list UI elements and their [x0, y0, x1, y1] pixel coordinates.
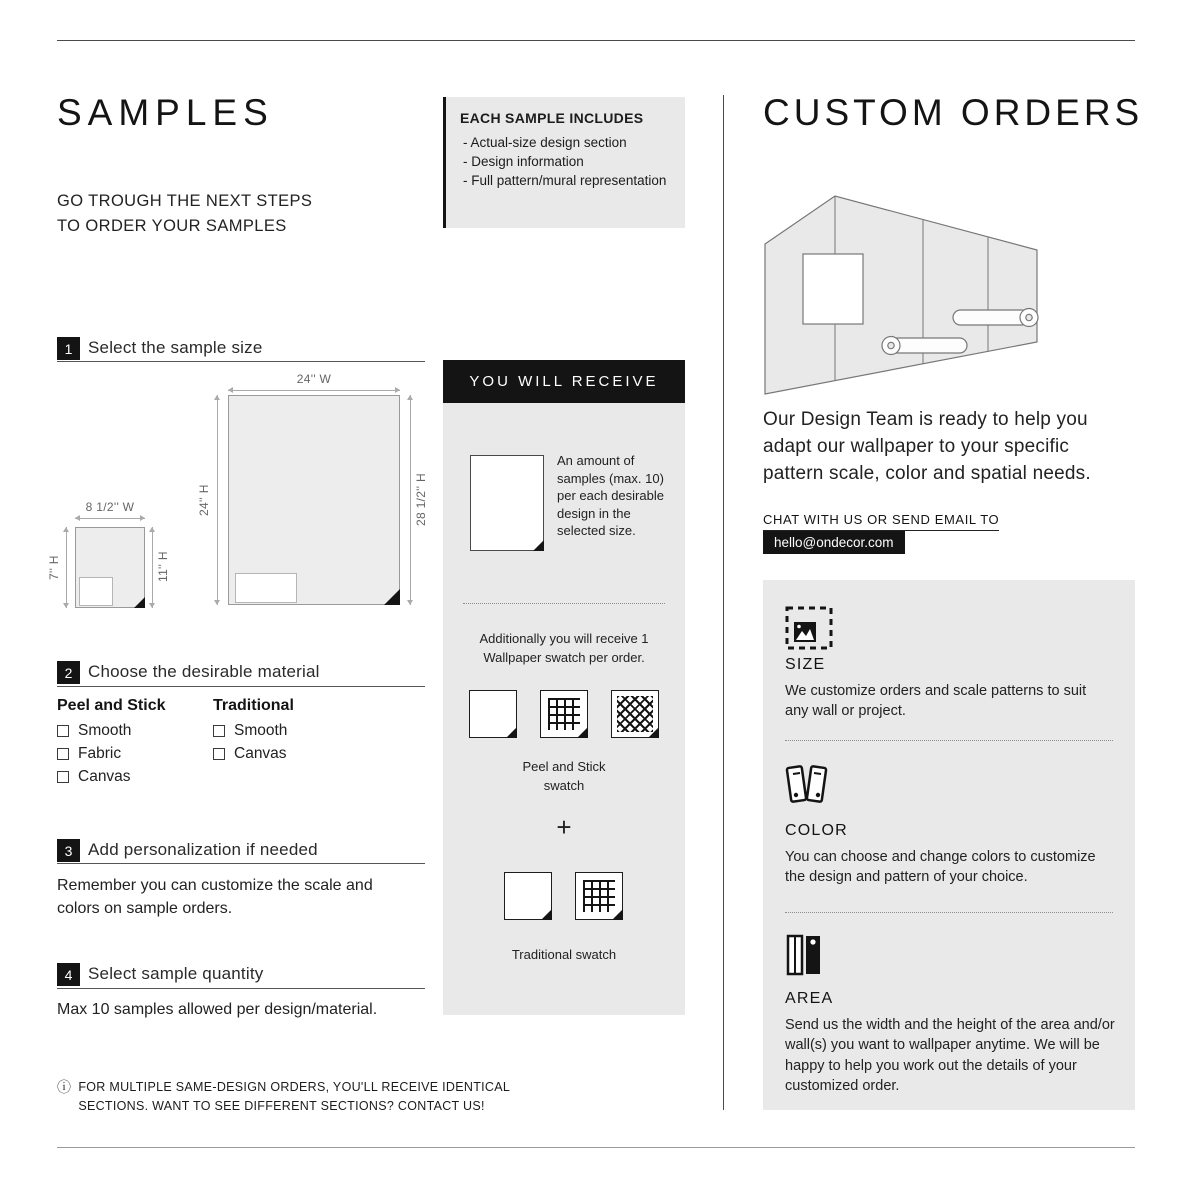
- large-sample-rect: [228, 395, 400, 605]
- traditional-swatch-label: Traditional swatch: [511, 947, 617, 962]
- small-sample-width-label: 8 1/2'' W: [85, 500, 135, 514]
- step-4-note: Max 10 samples allowed per design/material.: [57, 1001, 378, 1018]
- sample-sheet-icon: [470, 455, 544, 551]
- small-sample-width-dim-line: [75, 518, 145, 519]
- contact-label: CHAT WITH US OR SEND EMAIL TO: [763, 512, 999, 531]
- material-option-label: Fabric: [78, 745, 122, 762]
- material-option-fabric-ps[interactable]: [57, 745, 121, 763]
- intro-line-2: TO ORDER YOUR SAMPLES: [57, 216, 287, 235]
- checkbox[interactable]: [213, 725, 225, 737]
- material-option-smooth-trad[interactable]: [213, 722, 287, 740]
- step-3-label: Add personalization if needed: [88, 840, 318, 859]
- info-icon: ⓘ: [57, 1079, 72, 1095]
- material-option-label: Canvas: [234, 745, 287, 762]
- large-sample-height-label-right: 28 1/2'' H: [414, 473, 428, 527]
- folded-corner-icon: [541, 909, 552, 920]
- dotted-divider: [785, 740, 1113, 741]
- step-4-label: Select sample quantity: [88, 964, 264, 983]
- small-sample-height-dim-line-right: [152, 527, 153, 608]
- folded-corner-icon: [134, 597, 145, 608]
- large-sample-width-dim-line: [228, 390, 400, 391]
- grid-pattern: [548, 698, 580, 730]
- checkbox[interactable]: [213, 748, 225, 760]
- material-option-label: Smooth: [234, 722, 288, 739]
- samples-title: SAMPLES: [57, 92, 274, 133]
- step-2-underline: [57, 686, 425, 687]
- includes-title: EACH SAMPLE INCLUDES: [460, 110, 644, 126]
- includes-item: - Design information: [460, 153, 671, 172]
- small-sample-height-dim-line-left: [66, 527, 67, 608]
- plus-icon: +: [556, 812, 572, 842]
- area-icon: [785, 932, 825, 983]
- large-sample-height-dim-line-left: [217, 395, 218, 605]
- custom-intro-text: Our Design Team is ready to help you adapt our wallpaper to your specific pattern scale, color and spatial needs.: [763, 409, 1091, 484]
- dotted-divider: [785, 912, 1113, 913]
- large-sample-height-dim-line-right: [410, 395, 411, 605]
- large-sample-width-label: 24'' W: [296, 372, 332, 386]
- small-sample-height-label-left: 7'' H: [47, 555, 61, 581]
- feature-area-text: Send us the width and the height of the area and/or wall(s) you want to wallpaper anytime. We will be happy to help you work out the details of your customized order.: [785, 1017, 1115, 1094]
- folded-corner-icon: [648, 727, 659, 738]
- small-sample-height-label-right: 11'' H: [156, 551, 170, 583]
- crosshatch-swatch-icon: [611, 690, 659, 738]
- step-3-note: Remember you can customize the scale and colors on sample orders.: [57, 877, 373, 918]
- folded-corner-icon: [533, 540, 544, 551]
- material-peel-and-stick-title: Peel and Stick: [57, 697, 166, 714]
- material-option-canvas-ps[interactable]: [57, 768, 131, 786]
- step-2-number: 2: [57, 661, 80, 684]
- top-divider: [57, 40, 1135, 41]
- grid-swatch-icon: [540, 690, 588, 738]
- additional-swatch-text: Additionally you will receive 1 Wallpaper swatch per order.: [479, 631, 649, 665]
- email-row: [763, 531, 905, 554]
- checkbox[interactable]: [57, 748, 69, 760]
- dotted-divider: [463, 603, 665, 604]
- material-option-label: Canvas: [78, 768, 131, 785]
- plain-swatch-icon: [469, 690, 517, 738]
- includes-item: - Full pattern/mural representation: [460, 172, 671, 191]
- step-2-label: Choose the desirable material: [88, 662, 320, 681]
- small-sample-rect: [75, 527, 145, 608]
- samples-amount-text: An amount of samples (max. 10) per each desirable design in the selected size.: [557, 453, 664, 539]
- checkbox[interactable]: [57, 725, 69, 737]
- custom-features-panel: [763, 580, 1135, 1110]
- feature-area-name: AREA: [785, 990, 834, 1007]
- feature-size-text: We customize orders and scale patterns to suit any wall or project.: [785, 683, 1087, 720]
- size-icon: [785, 606, 833, 655]
- color-icon: [785, 760, 829, 813]
- checkbox[interactable]: [57, 771, 69, 783]
- material-traditional-title: Traditional: [213, 697, 294, 714]
- material-option-smooth-ps[interactable]: [57, 722, 131, 740]
- folded-corner-icon: [384, 589, 400, 605]
- wall-mural-svg: [763, 192, 1040, 398]
- material-option-label: Smooth: [78, 722, 132, 739]
- you-will-receive-panel: [443, 360, 685, 1015]
- large-sample-height-label-left: 24'' H: [197, 484, 211, 516]
- feature-color-text: You can choose and change colors to customize the design and pattern of your choice.: [785, 849, 1096, 886]
- step-4-underline: [57, 988, 425, 989]
- material-option-canvas-trad[interactable]: [213, 745, 287, 763]
- step-1-underline: [57, 361, 425, 362]
- footnote: [57, 1078, 537, 1117]
- large-sample-section: [235, 573, 297, 603]
- folded-corner-icon: [577, 727, 588, 738]
- grid-pattern: [583, 880, 615, 912]
- step-3-number: 3: [57, 839, 80, 862]
- bottom-divider: [57, 1147, 1135, 1148]
- wall-mural-illustration: [763, 192, 1040, 398]
- step-1-label: Select the sample size: [88, 338, 263, 357]
- intro-line-1: GO TROUGH THE NEXT STEPS: [57, 192, 313, 210]
- custom-orders-title: CUSTOM ORDERS: [763, 92, 1144, 133]
- contact-row: [763, 511, 999, 531]
- step-3-underline: [57, 863, 425, 864]
- includes-item: - Actual-size design section: [460, 134, 671, 153]
- sample-includes-box: [443, 97, 685, 228]
- step-4-number: 4: [57, 963, 80, 986]
- step-1-number: 1: [57, 337, 80, 360]
- grid-swatch-icon: [575, 872, 623, 920]
- feature-size-name: SIZE: [785, 656, 826, 673]
- peel-swatch-label: Peel and Stick swatch: [522, 759, 606, 793]
- folded-corner-icon: [612, 909, 623, 920]
- receive-header: YOU WILL RECEIVE: [443, 360, 685, 403]
- small-sample-section: [79, 577, 113, 606]
- email-link[interactable]: hello@ondecor.com: [763, 531, 905, 554]
- folded-corner-icon: [506, 727, 517, 738]
- intro-text: [57, 189, 312, 239]
- plain-swatch-icon: [504, 872, 552, 920]
- footnote-text: FOR MULTIPLE SAME-DESIGN ORDERS, YOU'LL RECEIVE IDENTICAL SECTIONS. WANT TO SEE DIFFERENT SECTIONS? CONTACT US!: [78, 1080, 510, 1114]
- column-divider: [723, 95, 724, 1110]
- feature-color-name: COLOR: [785, 822, 848, 839]
